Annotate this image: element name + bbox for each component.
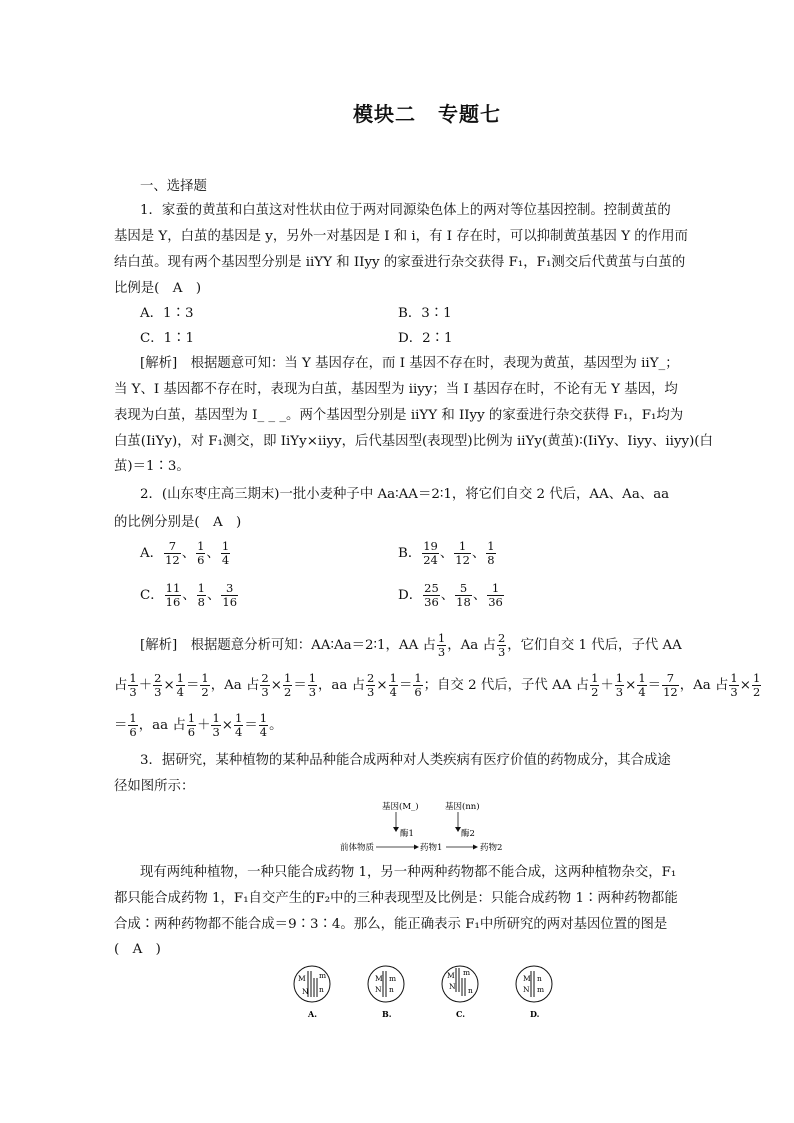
q3-line1: 3．据研究，某种植物的某种品种能合成两种对人类疾病有医疗价值的药物成分，其合成途 [140, 753, 671, 768]
q1-line1: 1．家蚕的黄茧和白茧这对性状由位于两对同源染色体上的两对等位基因控制。控制黄茧的 [140, 203, 671, 218]
cell-option-c [442, 966, 478, 1019]
fraction: $\frac{1}{6}$ [129, 711, 137, 739]
q2-option-a: A． $\frac{7}{12}$ 、 $\frac{1}{6}$ 、 $\frac{1}{4}$ [140, 539, 230, 567]
fraction: $\frac{3}{16}$ [222, 581, 238, 609]
q2-line2: 的比例分别是( A ) [114, 515, 242, 530]
fraction: $\frac{1}{6}$ [187, 711, 196, 739]
q1-explain4: 白茧(IiYy)，对 F₁测交，即 IiYy×iiyy，后代基因型(表现型)比例为 iiYy(黄茧)∶(IiYy、Iiyy、iiyy)(白 [114, 434, 713, 449]
q3-line6: ( A ) [114, 942, 161, 957]
fraction: $\frac{1}{4}$ [176, 671, 184, 699]
arrow-head-4 [473, 845, 478, 850]
precursor-label: 前体物质 [340, 843, 375, 853]
cell-option-b [368, 966, 404, 1019]
fraction: $\frac{1}{4}$ [638, 671, 646, 699]
explain-text: [解析] 根据题意分析可知：AA∶Aa＝2∶1，AA 占 [140, 638, 436, 653]
gene-label: n [537, 974, 542, 983]
fraction: $\frac{1}{2}$ [591, 671, 599, 699]
fraction: $\frac{7}{12}$ [663, 671, 678, 699]
fraction: $\frac{2}{3}$ [367, 671, 375, 699]
fraction: $\frac{1}{2}$ [201, 671, 209, 699]
q2-option-c: C． $\frac{11}{16}$ 、 $\frac{1}{8}$ 、 $\frac{3}{16}$ [140, 581, 238, 609]
enzyme1-label: 酶1 [400, 829, 414, 839]
q2-explain1 [140, 632, 682, 659]
option-label: C． [140, 588, 164, 603]
q1-explain2: 当 Y、I 基因都不存在时，表现为白茧，基因型为 iiyy；当 I 基因存在时，不论有无 Y 基因，均 [114, 382, 678, 397]
explain-text: ，它们自交 1 代后，子代 AA [507, 638, 682, 653]
q1-option-a: A．1∶3 [140, 306, 194, 321]
q1-option-d: D．2∶1 [398, 331, 453, 346]
cell-option-a [294, 966, 330, 1019]
q1-line4: 比例是( A ) [114, 281, 202, 296]
gene-label: m [319, 971, 327, 980]
page-title [0, 98, 794, 127]
gene-nn-label: 基因(nn) [445, 802, 480, 812]
fraction: $\frac{1}{4}$ [235, 711, 243, 739]
fraction: $\frac{1}{3}$ [308, 671, 317, 699]
q1-explain1: [解析] 根据题意可知：当 Y 基因存在，而 I 基因不存在时，表现为黄茧，基因型为 iiY_； [140, 356, 679, 371]
fraction: $\frac{1}{3}$ [615, 671, 624, 699]
q3-line4: 都只能合成药物 1，F₁自交产生的F₂中的三种表现型及比例是：只能合成药物 1∶两种药物都能 [114, 891, 678, 906]
option-label: C. [456, 1009, 466, 1019]
fraction: $\frac{1}{3}$ [730, 671, 738, 699]
q1-explain3: 表现为白茧，基因型为 I_ _ _。两个基因型分别是 iiYY 和 IIyy 的家蚕进行杂交获得 F₁，F₁均为 [114, 408, 684, 423]
option-label: A． [140, 546, 164, 561]
q2-line1: 2．(山东枣庄高三期末)一批小麦种子中 Aa∶AA＝2∶1，将它们自交 2 代后，AA、Aa、aa [140, 487, 670, 502]
q2-explain2: 占 $\frac{1}{3}$ ＋ $\frac{2}{3}$ × $\frac{1}{4}$ ＝ $\frac{1}{2}$ ，Aa 占 $\frac{2}{3}$ × $\frac{1}{2}$ ＝ $\frac{1}{3}$ ，aa 占 $\frac{2}{3}$ × $\frac{1}{4}$ ＝ $\frac{1}{6}$ ；自交 2 代后，子代 AA 占 $\frac{1}{2}$ ＋ $\frac{1}{3}$ × $\frac{1}{4}$ ＝ $\frac{7}{12}$ ，Aa 占 $\frac{1}{3}$ × $\frac{1}{2}$ [114, 671, 761, 699]
gene-label: n [389, 985, 394, 994]
gene-label: N [449, 982, 456, 991]
fraction: $\frac{7}{12}$ [165, 539, 180, 567]
q1-option-b: B．3∶1 [398, 306, 452, 321]
q1-explain5: 茧)＝1∶3。 [114, 459, 190, 474]
drug1-label: 药物1 [420, 843, 443, 853]
fraction: $\frac{1}{2}$ [752, 671, 761, 699]
enzyme2-label: 酶2 [461, 829, 475, 839]
title-module: 模块二 [353, 102, 416, 126]
q3-line2: 径如图所示： [114, 779, 195, 794]
fraction: $\frac{2}{3}$ [261, 671, 269, 699]
q3-line5: 合成∶两种药物都不能合成＝9∶3∶4。那么，能正确表示 F₁中所研究的两对基因位置的图是 [114, 917, 668, 932]
fraction: $\frac{5}{18}$ [456, 581, 471, 609]
fraction: $\frac{1}{4}$ [259, 711, 268, 739]
fraction: $\frac{2}{3}$ [497, 631, 506, 659]
fraction: $\frac{1}{6}$ [197, 539, 205, 567]
option-label: A. [308, 1009, 317, 1019]
arrow-head-3 [414, 845, 419, 850]
fraction: $\frac{2}{3}$ [154, 671, 162, 699]
fraction: $\frac{1}{3}$ [129, 671, 137, 699]
option-label: B． [398, 546, 422, 561]
fraction: $\frac{1}{8}$ [487, 539, 495, 567]
fraction: $\frac{19}{24}$ [423, 539, 438, 567]
synthesis-pathway-diagram [330, 798, 540, 858]
fraction: $\frac{11}{16}$ [165, 581, 181, 609]
fraction: $\frac{1}{3}$ [437, 631, 446, 659]
q2-explain3: ＝ $\frac{1}{6}$ ，aa 占 $\frac{1}{6}$ ＋ $\frac{1}{3}$ × $\frac{1}{4}$ ＝ $\frac{1}{4}$ 。 [114, 711, 283, 739]
section-heading: 一、选择题 [140, 179, 207, 194]
gene-label: M [447, 971, 455, 980]
option-label: D． [398, 588, 423, 603]
q1-line2: 基因是 Y，白茧的基因是 y，另外一对基因是 I 和 i，有 I 存在时，可以抑制黄茧基因 Y 的作用而 [114, 229, 688, 244]
chromosome-options [280, 962, 570, 1024]
gene-m-label: 基因(M_) [382, 802, 419, 812]
gene-label: m [537, 985, 545, 994]
q1-line3: 结白茧。现有两个基因型分别是 iiYY 和 IIyy 的家蚕进行杂交获得 F₁，F₁测交后代黄茧与白茧的 [114, 255, 686, 270]
q2-option-b: B． $\frac{19}{24}$ 、 $\frac{1}{12}$ 、 $\frac{1}{8}$ [398, 539, 495, 567]
title-topic: 专题七 [438, 102, 501, 126]
gene-label: N [523, 985, 530, 994]
gene-label: N [375, 985, 382, 994]
explain-text: ，Aa 占 [447, 638, 496, 653]
fraction: $\frac{1}{4}$ [389, 671, 397, 699]
fraction: $\frac{1}{36}$ [488, 581, 503, 609]
gene-label: M [298, 974, 306, 983]
gene-label: m [389, 974, 397, 983]
fraction: $\frac{1}{12}$ [455, 539, 470, 567]
drug2-label: 药物2 [480, 843, 503, 853]
fraction: $\frac{1}{8}$ [197, 581, 205, 609]
gene-label: N [302, 987, 309, 996]
cell-option-d [516, 966, 552, 1019]
gene-label: n [319, 985, 324, 994]
fraction: $\frac{1}{2}$ [283, 671, 292, 699]
fraction: $\frac{1}{3}$ [212, 711, 220, 739]
fraction: $\frac{1}{4}$ [221, 539, 230, 567]
q2-option-d: D． $\frac{25}{36}$ 、 $\frac{5}{18}$ 、 $\frac{1}{36}$ [398, 581, 503, 609]
q3-line3: 现有两纯种植物，一种只能合成药物 1，另一种两种药物都不能合成，这两种植物杂交，F₁ [140, 865, 677, 880]
gene-label: M [375, 974, 383, 983]
option-label: B. [382, 1009, 392, 1019]
gene-label: n [468, 986, 473, 995]
q1-option-c: C．1∶1 [140, 331, 195, 346]
gene-label: M [523, 974, 531, 983]
option-label: D. [530, 1009, 540, 1019]
fraction: $\frac{1}{6}$ [414, 671, 422, 699]
gene-label: m [463, 968, 471, 977]
fraction: $\frac{25}{36}$ [424, 581, 439, 609]
arrow-head-1 [393, 827, 399, 832]
